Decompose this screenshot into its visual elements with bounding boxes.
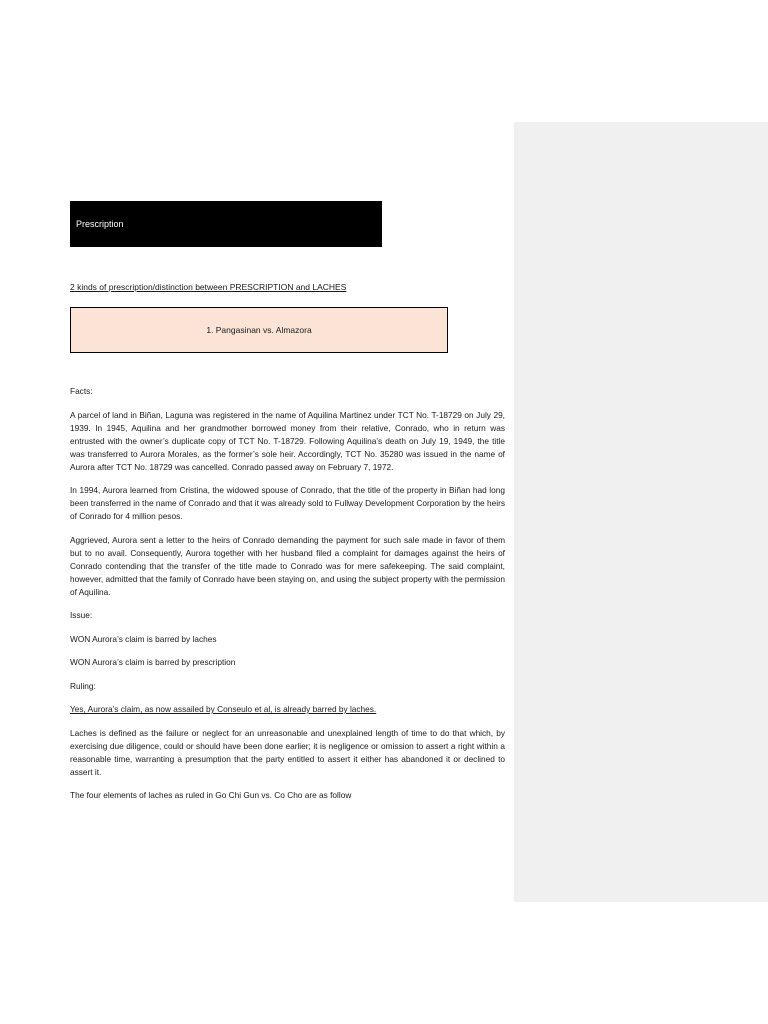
ruling-label: Ruling: xyxy=(70,680,96,691)
case-title-box: 1. Pangasinan vs. Almazora xyxy=(70,307,448,353)
paragraph: The four elements of laches as ruled in Go Chi Gun vs. Co Cho are as follow xyxy=(70,790,352,800)
issue-label: Issue: xyxy=(70,610,93,620)
section-title: Prescription xyxy=(70,201,382,247)
ruling-statement: Yes, Aurora’s claim, as now assailed by Conseulo et al, is already barred by laches. xyxy=(70,704,377,714)
comment-pane xyxy=(514,122,768,902)
body-text xyxy=(70,385,505,813)
paragraph: A parcel of land in Biñan, Laguna was registered in the name of Aquilina Martinez under TCT No. T-18729 on July 29, 1939. In 1945, Aquilina and her grandmother borrowed money from their relative, Conrado, who in return was entrusted with the owner’s duplicate copy of TCT No. T-18729. Following Aquilina’s death on July 19, 1949, the title was transferred to Aurora Morales, as the former’s sole heir. Accordingly, TCT No. 35280 was issued in the name of Aurora after TCT No. 18729 was cancelled. Conrado passed away on February 7, 1972. xyxy=(70,409,505,472)
paragraph: Laches is defined as the failure or neglect for an unreasonable and unexplained length of time to do that which, by exercising due diligence, could or should have been done earlier; it is negligence or omission to assert a right within a reasonable time, warranting a presumption that the party entitled to assert it either has abandoned it or declined to assert it. xyxy=(70,727,505,777)
issue-item: WON Aurora’s claim is barred by prescription xyxy=(70,657,236,667)
facts-label: Facts: xyxy=(70,386,93,396)
paragraph: In 1994, Aurora learned from Cristina, the widowed spouse of Conrado, that the title of the property in Biñan had long been transferred in the name of Conrado and that it was already sold to Fullway Development Corporation by the heirs of Conrado for 4 million pesos. xyxy=(70,485,505,521)
subheading: 2 kinds of prescription/distinction between PRESCRIPTION and LACHES xyxy=(70,282,347,292)
issue-item: WON Aurora’s claim is barred by laches xyxy=(70,633,217,644)
paragraph: Aggrieved, Aurora sent a letter to the heirs of Conrado demanding the payment for such sale made in favor of them but to no avail. Consequently, Aurora together with her husband filed a complaint for damages against the heirs of Conrado contending that the transfer of the title made to Conrado was for mere safekeeping. The said complaint, however, admitted that the family of Conrado have been staying on, and using the subject property with the permission of Aquilina. xyxy=(70,534,505,597)
